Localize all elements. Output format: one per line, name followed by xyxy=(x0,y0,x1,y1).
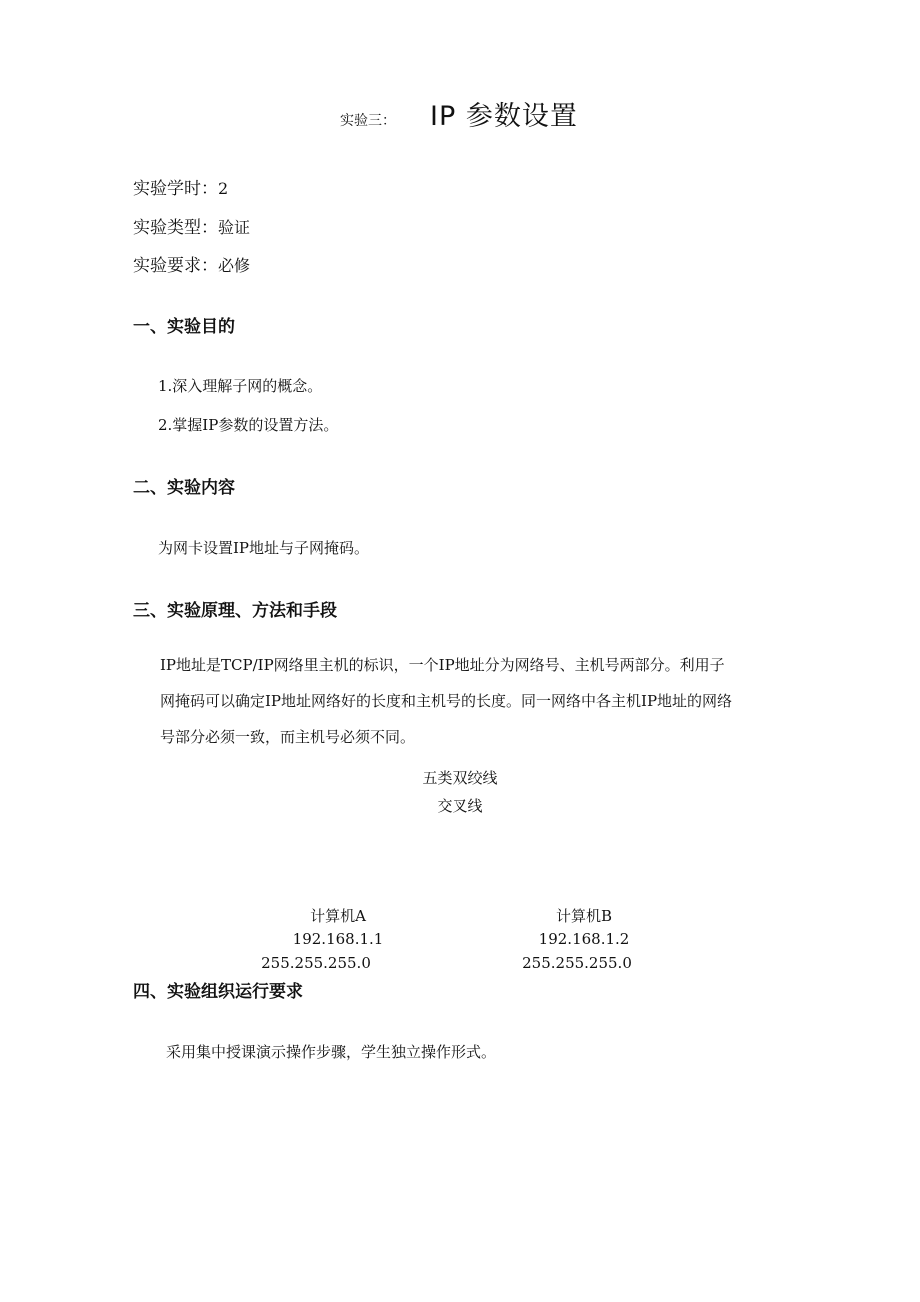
meta-requirement-label: 实验要求： xyxy=(133,256,218,276)
computer-b-name: 计算机B xyxy=(555,907,613,925)
section-organization-heading: 四、实验组织运行要求 xyxy=(133,982,303,1002)
cable-label-2: 交叉线 xyxy=(437,797,483,815)
meta-requirement-value: 必修 xyxy=(218,256,251,275)
content-text: 为网卡设置IP地址与子网掩码。 xyxy=(158,539,370,557)
meta-hours xyxy=(133,174,228,199)
title-prefix: 实验三： xyxy=(340,113,396,129)
meta-type-value: 验证 xyxy=(218,218,251,237)
meta-type xyxy=(133,213,250,238)
cable-label-1: 五类双绞线 xyxy=(422,769,498,787)
computer-a-mask: 255.255.255.0 xyxy=(261,954,371,972)
principle-line-1: IP地址是TCP/IP网络里主机的标识，一个IP地址分为网络号、主机号两部分。利用子 xyxy=(160,656,725,674)
meta-type-label: 实验类型： xyxy=(133,218,218,238)
purpose-item-1: 1.深入理解子网的概念。 xyxy=(158,377,323,395)
computer-b-ip: 192.168.1.2 xyxy=(538,930,630,948)
computer-b-mask: 255.255.255.0 xyxy=(522,954,632,972)
page-title: IP 参数设置 xyxy=(430,101,578,132)
meta-hours-value: 2 xyxy=(218,179,229,198)
section-purpose-heading: 一、实验目的 xyxy=(133,317,235,337)
computer-a-name: 计算机A xyxy=(310,907,366,925)
purpose-item-2: 2.掌握IP参数的设置方法。 xyxy=(158,416,339,434)
organization-text: 采用集中授课演示操作步骤，学生独立操作形式。 xyxy=(166,1043,497,1061)
principle-line-3: 号部分必须一致，而主机号必须不同。 xyxy=(160,728,416,746)
section-principle-heading: 三、实验原理、方法和手段 xyxy=(133,601,337,621)
section-content-heading: 二、实验内容 xyxy=(133,478,235,498)
meta-requirement xyxy=(133,251,250,276)
principle-line-2: 网掩码可以确定IP地址网络好的长度和主机号的长度。同一网络中各主机IP地址的网络 xyxy=(160,692,733,710)
computer-a-ip: 192.168.1.1 xyxy=(292,930,384,948)
meta-hours-label: 实验学时： xyxy=(133,179,218,199)
